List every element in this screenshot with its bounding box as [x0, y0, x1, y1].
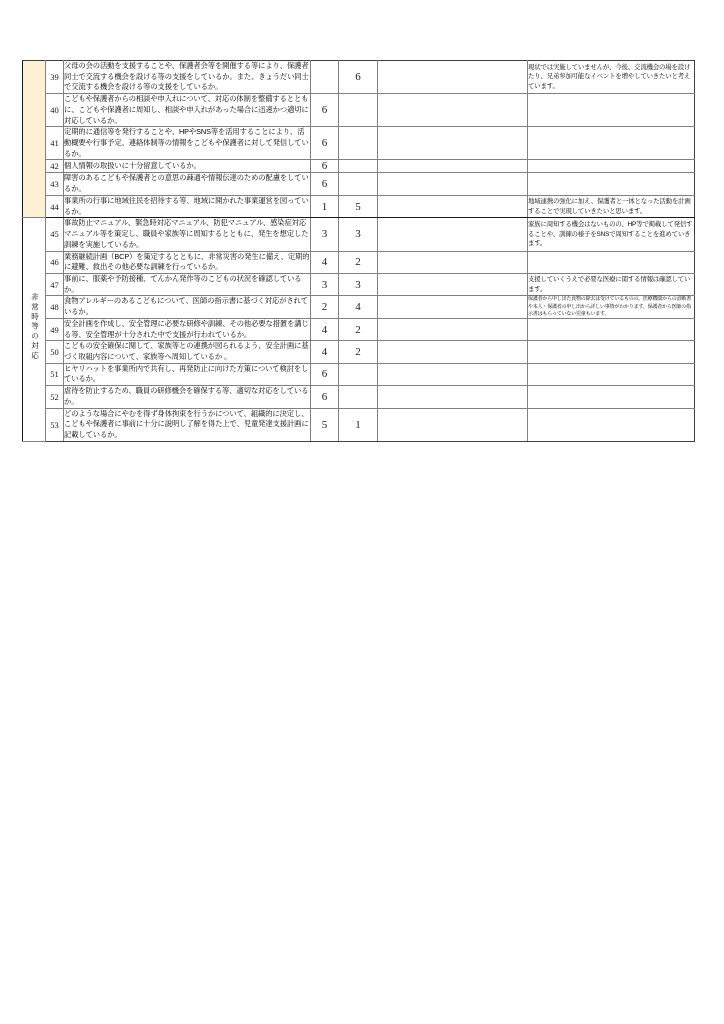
table-row: [23, 195, 695, 217]
table-row: [23, 61, 695, 94]
note-text: 保護者から申し出た食物の除去は受けているものの、医療機関からの診断書や本人・保護者の申し出から詳しい事情がわかります。保護者から医師の指示書はもらっていない児童もいます。: [528, 296, 695, 318]
table-row: [23, 218, 695, 251]
score-a: 4: [311, 341, 339, 363]
table-row: [23, 296, 695, 318]
middle-cell: [378, 273, 528, 295]
score-b: 6: [339, 61, 378, 94]
row-number: 46: [46, 251, 64, 273]
table-row: [23, 341, 695, 363]
table-row: [23, 386, 695, 408]
score-b: 5: [339, 195, 378, 217]
score-a: 4: [311, 251, 339, 273]
category-label-emergency-response: [23, 218, 46, 441]
middle-cell: [378, 173, 528, 195]
middle-cell: [378, 195, 528, 217]
row-number: 42: [46, 160, 64, 173]
score-b: 1: [339, 408, 378, 441]
middle-cell: [378, 341, 528, 363]
score-b: 2: [339, 341, 378, 363]
note-text: [528, 173, 695, 195]
row-number: 39: [46, 61, 64, 94]
score-a: 6: [311, 386, 339, 408]
category-label-text: 非常時等の対応: [30, 293, 40, 361]
score-b: 4: [339, 296, 378, 318]
question-text: ヒヤリハットを事業所内で共有し、再発防止に向けた方策について検討をしているか。: [64, 363, 311, 385]
question-text: こどもの安全確保に関して、家族等との連携が図られるよう、安全計画に基づく取組内容について、家族等へ周知しているか 。: [64, 341, 311, 363]
question-text: 業務継続計画（BCP）を策定するとともに、非常災害の発生に備え、定期的に避難、救出その他必要な訓練を行っているか。: [64, 251, 311, 273]
row-number: 47: [46, 273, 64, 295]
table-row: [23, 127, 695, 160]
score-a: 3: [311, 218, 339, 251]
row-number: 43: [46, 173, 64, 195]
middle-cell: [378, 94, 528, 127]
score-b: 2: [339, 251, 378, 273]
row-number: 45: [46, 218, 64, 251]
note-text: 現状では実施していませんが、今後、交流機会の場を設けたり、兄弟参加可能なイベントを増やしていきたいと考えています。: [528, 61, 695, 94]
middle-cell: [378, 386, 528, 408]
assessment-table: [22, 60, 695, 442]
category-cell-upper: [23, 61, 46, 218]
question-text: どのような場合にやむを得ず身体拘束を行うかについて、組織的に決定し、こどもや保護者に事前に十分に説明し了解を得た上で、児童発達支援計画に記載しているか。: [64, 408, 311, 441]
score-b: [339, 127, 378, 160]
row-number: 48: [46, 296, 64, 318]
row-number: 44: [46, 195, 64, 217]
score-b: 2: [339, 318, 378, 340]
score-b: [339, 363, 378, 385]
note-text: [528, 341, 695, 363]
question-text: 障害のあるこどもや保護者との意思の疎通や情報伝達のための配慮をしているか。: [64, 173, 311, 195]
score-b: 3: [339, 273, 378, 295]
note-text: 地域連携の強化に加え、保護者と一体となった活動を計画することで実現していきたいと思います。: [528, 195, 695, 217]
middle-cell: [378, 160, 528, 173]
score-a: 4: [311, 318, 339, 340]
note-text: [528, 160, 695, 173]
row-number: 50: [46, 341, 64, 363]
question-text: 個人情報の取扱いに十分留意しているか。: [64, 160, 311, 173]
middle-cell: [378, 408, 528, 441]
table-row: [23, 94, 695, 127]
score-b: 3: [339, 218, 378, 251]
question-text: 父母の会の活動を支援することや、保護者会等を開催する等により、保護者同士で交流する機会を設ける等の支援をしているか。また、きょうだい同士で交流する機会を設ける等の支援をしているか。: [64, 61, 311, 94]
score-b: [339, 94, 378, 127]
middle-cell: [378, 318, 528, 340]
row-number: 49: [46, 318, 64, 340]
score-a: 5: [311, 408, 339, 441]
score-a: 6: [311, 173, 339, 195]
row-number: 51: [46, 363, 64, 385]
question-text: 事業所の行事に地域住民を招待する等、地域に開かれた事業運営を図っているか。: [64, 195, 311, 217]
middle-cell: [378, 296, 528, 318]
table-row: [23, 408, 695, 441]
score-a: 2: [311, 296, 339, 318]
table-row: [23, 273, 695, 295]
note-text: [528, 127, 695, 160]
table-row: [23, 318, 695, 340]
row-number: 40: [46, 94, 64, 127]
table-row: [23, 160, 695, 173]
middle-cell: [378, 251, 528, 273]
table-row: [23, 251, 695, 273]
score-b: [339, 160, 378, 173]
row-number: 53: [46, 408, 64, 441]
middle-cell: [378, 127, 528, 160]
middle-cell: [378, 363, 528, 385]
note-text: [528, 251, 695, 273]
note-text: [528, 363, 695, 385]
note-text: [528, 94, 695, 127]
note-text: 支援していくうえで必要な医療に関する情報は確認しています。: [528, 273, 695, 295]
score-a: 1: [311, 195, 339, 217]
middle-cell: [378, 218, 528, 251]
note-text: [528, 318, 695, 340]
score-a: 6: [311, 363, 339, 385]
table-row: [23, 363, 695, 385]
note-text: [528, 386, 695, 408]
note-text: 家族に周知する機会はないものの、HP等で掲載して発信することや、訓練の様子をSNSで周知することを進めていきます。: [528, 218, 695, 251]
question-text: 安全計画を作成し、安全管理に必要な研修や訓練、その他必要な措置を講じる等、安全管理が十分された中で支援が行われているか。: [64, 318, 311, 340]
question-text: 事故防止マニュアル、緊急時対応マニュアル、防犯マニュアル、感染症対応マニュアル等を策定し、職員や家族等に周知するとともに、発生を想定した訓練を実施しているか。: [64, 218, 311, 251]
question-text: こどもや保護者からの相談や申入れについて、対応の体制を整備するとともに、こどもや保護者に周知し、相談や申入れがあった場合に迅速かつ適切に対応しているか。: [64, 94, 311, 127]
row-number: 52: [46, 386, 64, 408]
table-row: [23, 173, 695, 195]
score-b: [339, 386, 378, 408]
score-a: 6: [311, 160, 339, 173]
score-a: 6: [311, 127, 339, 160]
row-number: 41: [46, 127, 64, 160]
score-b: [339, 173, 378, 195]
assessment-table-body: [23, 61, 695, 442]
question-text: 定期的に通信等を発行することや、HPやSNS等を活用することにより、活動概要や行事予定、連絡体制等の情報をこどもや保護者に対して発信しているか。: [64, 127, 311, 160]
score-a: 6: [311, 94, 339, 127]
question-text: 食物アレルギーのあるこどもについて、医師の指示書に基づく対応がされているか。: [64, 296, 311, 318]
question-text: 虐待を防止するため、職員の研修機会を確保する等、適切な対応をしているか。: [64, 386, 311, 408]
score-a: 3: [311, 273, 339, 295]
question-text: 事前に、服薬や予防接種、てんかん発作等のこどもの状況を確認しているか。: [64, 273, 311, 295]
note-text: [528, 408, 695, 441]
score-a: [311, 61, 339, 94]
middle-cell: [378, 61, 528, 94]
